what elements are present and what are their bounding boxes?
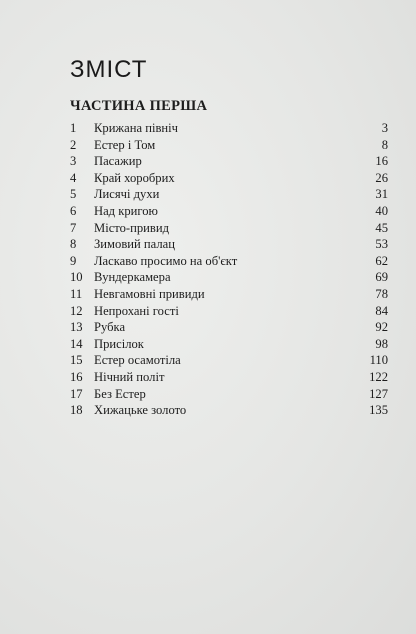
- chapter-number: 7: [70, 220, 77, 235]
- toc-row: [70, 319, 388, 336]
- chapter-number: 9: [70, 253, 77, 268]
- chapter-page-number: 31: [375, 187, 388, 202]
- chapter-title: Край хоробрих: [94, 170, 175, 185]
- chapter-title: Непрохані гості: [94, 303, 179, 318]
- chapter-number: 16: [70, 369, 83, 384]
- chapter-page-number: 69: [375, 270, 388, 285]
- chapter-title: Нічний політ: [94, 369, 165, 384]
- part-title: ЧАСТИНА ПЕРША: [70, 98, 208, 114]
- toc-row: [70, 303, 388, 320]
- toc-row: [70, 220, 388, 237]
- toc-row: [70, 336, 388, 353]
- chapter-page-number: 135: [369, 403, 388, 418]
- chapter-page-number: 8: [381, 137, 388, 152]
- chapter-page-number: 92: [375, 320, 388, 335]
- chapter-title: Зимовий палац: [94, 237, 175, 252]
- chapter-title: Вундеркамера: [94, 270, 171, 285]
- chapter-number: 10: [70, 270, 83, 285]
- chapter-page-number: 3: [381, 121, 388, 135]
- chapter-page-number: 122: [369, 369, 388, 384]
- toc-row: [70, 402, 388, 419]
- chapter-page-number: 16: [375, 154, 388, 169]
- chapter-number: 8: [70, 237, 77, 252]
- toc-row: [70, 286, 388, 303]
- toc-row: [70, 203, 388, 220]
- chapter-number: 14: [70, 336, 83, 351]
- chapter-number: 13: [70, 320, 83, 335]
- chapter-title: Лисячі духи: [94, 187, 160, 202]
- chapter-title: Крижана північ: [94, 121, 178, 135]
- chapter-number: 15: [70, 353, 83, 368]
- toc-row: [70, 137, 388, 154]
- chapter-number: 2: [70, 137, 77, 152]
- toc-row: [70, 186, 388, 203]
- toc-row: [70, 253, 388, 270]
- chapter-title: Естер і Том: [94, 137, 156, 152]
- chapter-number: 11: [70, 286, 83, 301]
- chapter-title: Невгамовні привиди: [94, 286, 205, 301]
- chapter-page-number: 127: [369, 386, 388, 401]
- chapter-title: Рубка: [94, 320, 126, 335]
- chapter-page-number: 110: [369, 353, 388, 368]
- chapter-number: 12: [70, 303, 83, 318]
- toc-row: [70, 269, 388, 286]
- chapter-page-number: 78: [375, 286, 388, 301]
- chapter-number: 4: [70, 170, 77, 185]
- chapter-number: 1: [70, 121, 77, 135]
- toc-row: [70, 170, 388, 187]
- chapter-number: 3: [70, 154, 77, 169]
- chapter-number: 18: [70, 403, 83, 418]
- chapter-page-number: 98: [375, 336, 388, 351]
- chapter-page-number: 40: [375, 203, 388, 218]
- chapter-page-number: 45: [375, 220, 388, 235]
- chapter-page-number: 53: [375, 237, 388, 252]
- chapter-title: Естер осамотіла: [94, 353, 181, 368]
- chapter-title: Над кригою: [94, 203, 158, 218]
- chapter-title: Місто-привид: [94, 220, 169, 235]
- table-of-contents: [70, 120, 388, 419]
- chapter-title: Пасажир: [94, 154, 142, 169]
- chapter-title: Присілок: [94, 336, 144, 351]
- toc-row: [70, 386, 388, 403]
- chapter-number: 5: [70, 187, 77, 202]
- chapter-page-number: 84: [375, 303, 388, 318]
- toc-row: [70, 369, 388, 386]
- chapter-title: Хижацьке золото: [94, 403, 187, 418]
- chapter-title: Ласкаво просимо на об'єкт: [94, 253, 238, 268]
- chapter-page-number: 62: [375, 253, 388, 268]
- chapter-number: 17: [70, 386, 83, 401]
- toc-row: [70, 352, 388, 369]
- page-title: ЗМІСТ: [70, 56, 148, 83]
- chapter-page-number: 26: [375, 170, 388, 185]
- chapter-title: Без Естер: [94, 386, 146, 401]
- toc-row: [70, 153, 388, 170]
- toc-row: [70, 120, 388, 137]
- chapter-number: 6: [70, 203, 77, 218]
- toc-row: [70, 236, 388, 253]
